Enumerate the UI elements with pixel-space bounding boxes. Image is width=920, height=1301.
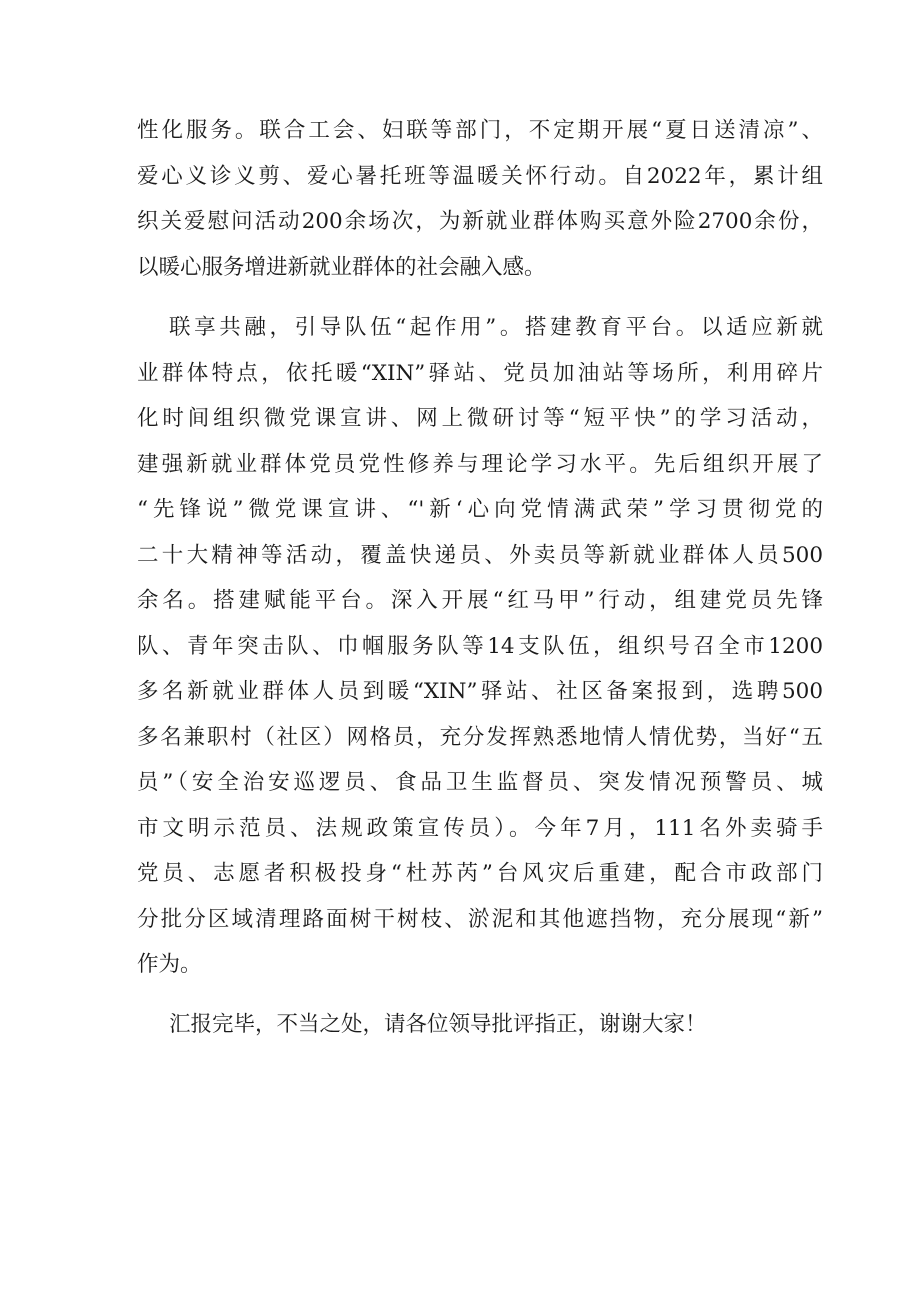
text-line: 建强新就业群体党员党性修养与理论学习水平。先后组织开展了 (137, 451, 823, 477)
text-line: 市文明示范员、法规政策宣传员）。今年7月，111名外卖骑手 (137, 815, 823, 841)
text-line: 余名。搭建赋能平台。深入开展“红马甲”行动，组建党员先锋 (137, 588, 823, 613)
text-line: 队、青年突击队、巾帼服务队等14支队伍，组织号召全市1200 (137, 633, 823, 659)
text-line: 织关爱慰问活动200余场次，为新就业群体购买意外险2700余份， (137, 209, 823, 234)
text-line: 以暖心服务增进新就业群体的社会融入感。 (137, 254, 546, 280)
paragraph-team-role (137, 305, 823, 988)
text-line: 作为。 (137, 952, 202, 977)
text-line: 性化服务。联合工会、妇联等部门，不定期开展“夏日送清凉”、 (137, 118, 823, 143)
text-line: 二十大精神等活动，覆盖快递员、外卖员等新就业群体人员500 (137, 542, 823, 568)
text-line: 化时间组织微党课宣讲、网上微研讨等“短平快”的学习活动， (137, 406, 823, 431)
text-line: 多名兼职村（社区）网格员，充分发挥熟悉地情人情优势，当好“五 (137, 724, 823, 750)
document-body (137, 108, 823, 1047)
paragraph-care-services (137, 108, 823, 290)
text-line: 多名新就业群体人员到暖“XIN”驿站、社区备案报到，选聘500 (137, 679, 823, 704)
text-line: 业群体特点，依托暖“XIN”驿站、党员加油站等场所，利用碎片 (137, 360, 823, 386)
text-line: 员”（安全治安巡逻员、食品卫生监督员、突发情况预警员、城 (137, 770, 823, 795)
text-line: 党员、志愿者积极投身“杜苏芮”台风灾后重建，配合市政部门 (137, 861, 823, 886)
text-line: “先锋说”微党课宣讲、“'新‘心向党情满武荣”学习贯彻党的 (137, 497, 823, 522)
text-line: 爱心义诊义剪、爱心暑托班等温暖关怀行动。自2022年，累计组 (137, 163, 823, 189)
paragraph-closing (137, 1002, 823, 1048)
text-line: 汇报完毕，不当之处，请各位领导批评指正，谢谢大家！ (169, 1011, 707, 1037)
text-line: 分批分区域清理路面树干树枝、淤泥和其他遮挡物，充分展现“新” (137, 906, 823, 932)
text-line: 联享共融，引导队伍“起作用”。搭建教育平台。以适应新就 (169, 315, 823, 340)
